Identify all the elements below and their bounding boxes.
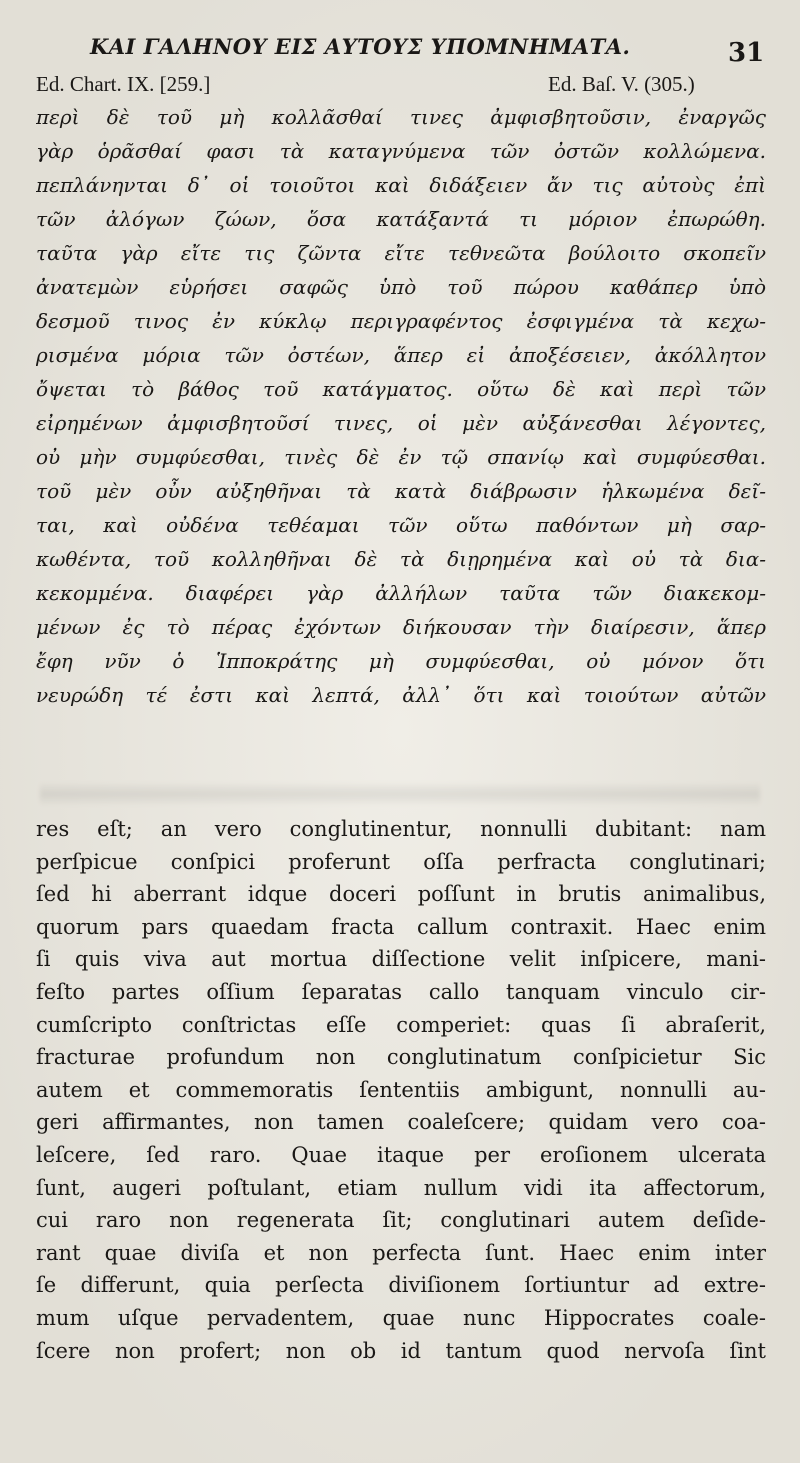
greek-line: οὐ μὴν συμφύεσθαι, τινὲς δὲ ἐν τῷ σπανίῳ καὶ συμφύεσθαι. xyxy=(36,445,766,469)
greek-line: εἰρημένων ἀμφισβητοῦσί τινες, οἱ μὲν αὐξάνεσθαι λέγοντες, xyxy=(36,411,766,435)
greek-line: τοῦ μὲν οὖν αὐξηθῆναι τὰ κατὰ διάβρωσιν ἡλκωμένα δεῖ- xyxy=(36,479,766,503)
latin-line: cui raro non regenerata ſit; conglutinari autem deſide- xyxy=(36,1208,766,1233)
latin-line: feſto partes oſſium ſeparatas callo tanquam vinculo cir- xyxy=(36,979,766,1004)
latin-line: cumſcripto conſtrictas eſſe comperiet: quas ſi abraſerit, xyxy=(36,1012,766,1037)
latin-line: ſed hi aberrant idque doceri poſſunt in brutis animalibus, xyxy=(36,882,766,907)
greek-line: μένων ἐς τὸ πέρας ἐχόντων διήκουσαν τὴν διαίρεσιν, ἅπερ xyxy=(36,615,766,639)
latin-line: mum uſque pervadentem, quae nunc Hippocrates coale- xyxy=(36,1305,766,1330)
latin-line: leſcere, ſed raro. Quae itaque per eroſionem ulcerata xyxy=(36,1142,766,1167)
greek-line: πεπλάνηνται δ᾽ οἱ τοιοῦτοι καὶ διδάξειεν ἄν τις αὐτοὺς ἐπὶ xyxy=(36,173,766,197)
greek-line: ρισμένα μόρια τῶν ὀστέων, ἅπερ εἰ ἀποξέσειεν, ἀκόλλητον xyxy=(36,343,766,367)
greek-line: ἀνατεμὼν εὑρήσει σαφῶς ὑπὸ τοῦ πώρου καθάπερ ὑπὸ xyxy=(36,275,766,299)
greek-line: τῶν ἀλόγων ζώων, ὅσα κατάξαντά τι μόριον ἐπωρώθη. xyxy=(36,207,766,231)
latin-line: geri affirmantes, non tamen coaleſcere; quidam vero coa- xyxy=(36,1110,766,1135)
running-title: ΚΑΙ ΓΑΛΗΝΟΥ ΕΙΣ ΑΥΤΟΥΣ ΥΠΟΜΝΗΜΑΤΑ. xyxy=(90,34,631,59)
greek-line: ταῦτα γὰρ εἴτε τις ζῶντα εἴτε τεθνεῶτα βούλοιτο σκοπεῖν xyxy=(36,241,766,265)
page-number: 31 xyxy=(728,38,765,68)
latin-line: ſcere non profert; non ob id tantum quod nervoſa ſint xyxy=(36,1338,766,1363)
greek-text-block xyxy=(36,100,766,712)
greek-line: γὰρ ὁρᾶσθαί φασι τὰ καταγνύμενα τῶν ὀστῶν κολλώμενα. xyxy=(36,139,766,163)
latin-line: ſunt, augeri poſtulant, etiam nullum vidi ita affectorum, xyxy=(36,1175,766,1200)
greek-line: περὶ δὲ τοῦ μὴ κολλᾶσθαί τινες ἀμφισβητοῦσιν, ἐναργῶς xyxy=(36,105,766,129)
show-through-ink xyxy=(40,782,760,806)
edition-reference-left: Ed. Chart. IX. [259.] xyxy=(36,72,211,96)
latin-line: ſi quis viva aut mortua diſſectione velit inſpicere, mani- xyxy=(36,947,766,972)
greek-line: κεκομμένα. διαφέρει γὰρ ἀλλήλων ταῦτα τῶν διακεκομ- xyxy=(36,581,766,605)
latin-line: fracturae profundum non conglutinatum conſpicietur Sic xyxy=(36,1045,766,1070)
latin-line: autem et commemoratis ſententiis ambigunt, nonnulli au- xyxy=(36,1077,766,1102)
edition-reference-right: Ed. Baſ. V. (305.) xyxy=(548,72,695,96)
latin-line: perſpicue conſpici proferunt oſſa perfracta conglutinari; xyxy=(36,849,766,874)
latin-text-block xyxy=(36,813,766,1367)
greek-line: νευρώδη τέ ἐστι καὶ λεπτά, ἀλλ᾽ ὅτι καὶ τοιούτων αὐτῶν xyxy=(36,683,766,707)
latin-line: quorum pars quaedam fracta callum contraxit. Haec enim xyxy=(36,914,766,939)
greek-line: κωθέντα, τοῦ κολληθῆναι δὲ τὰ διῃρημένα καὶ οὐ τὰ δια- xyxy=(36,547,766,571)
greek-line: δεσμοῦ τινος ἐν κύκλῳ περιγραφέντος ἐσφιγμένα τὰ κεχω- xyxy=(36,309,766,333)
greek-line: ἔφη νῦν ὁ Ἱπποκράτης μὴ συμφύεσθαι, οὐ μόνον ὅτι xyxy=(36,649,766,673)
latin-line: ſe differunt, quia perſecta diviſionem ſortiuntur ad extre- xyxy=(36,1273,766,1298)
latin-line: rant quae diviſa et non perfecta ſunt. Haec enim inter xyxy=(36,1240,766,1265)
latin-line: res eſt; an vero conglutinentur, nonnulli dubitant: nam xyxy=(36,817,766,841)
greek-line: ὄψεται τὸ βάθος τοῦ κατάγματος. οὕτω δὲ καὶ περὶ τῶν xyxy=(36,377,766,401)
greek-line: ται, καὶ οὐδένα τεθέαμαι τῶν οὕτω παθόντων μὴ σαρ- xyxy=(36,513,766,537)
